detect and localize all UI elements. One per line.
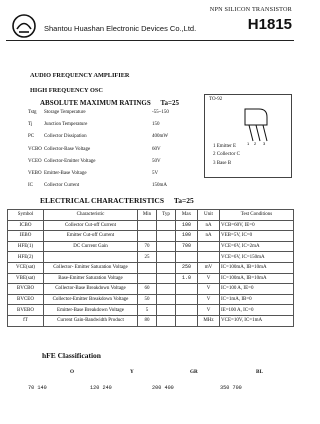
cell-min: [138, 273, 157, 284]
abs-max-param: Collector-Emitter Voltage: [44, 158, 96, 164]
application-line-2: HIGH FREQUENCY OSC: [30, 87, 103, 94]
cell-cond: VCE=6V, IC=150mA: [220, 252, 294, 263]
cell-symbol: HFE(2): [8, 252, 44, 263]
table-row: [8, 252, 294, 263]
cell-char: Current Gain-Bandwidth Product: [44, 315, 138, 326]
abs-max-symbol: Tstg: [28, 110, 37, 115]
cell-cond: IC=100mA, IB=10mA: [220, 273, 294, 284]
cell-symbol: ICBO: [8, 220, 44, 231]
cell-max: 250: [176, 262, 198, 273]
abs-max-row: [28, 147, 198, 157]
cell-symbol: BVCBO: [8, 284, 44, 295]
abs-max-condition: Ta=25: [160, 99, 179, 107]
abs-max-value: 60V: [152, 146, 161, 152]
hfe-class-range: 120 240: [90, 385, 112, 391]
cell-unit: V: [198, 305, 220, 316]
cell-typ: [157, 252, 176, 263]
column-header: Symbol: [8, 210, 44, 221]
column-header: Test Conditions: [220, 210, 294, 221]
hfe-class-name: O: [70, 369, 75, 375]
abs-max-symbol: Tj: [28, 122, 33, 128]
hfe-classification-title: hFE Classification: [42, 351, 101, 360]
pin-1: 1 Emitter E: [213, 144, 237, 149]
cell-min: 5: [138, 305, 157, 316]
cell-symbol: VCE(sat): [8, 262, 44, 273]
abs-max-value: 50V: [152, 158, 161, 164]
application-line-1: AUDIO FREQUENCY AMPLIFIER: [30, 72, 130, 79]
cell-cond: IE=100 A, IC=0: [220, 305, 294, 316]
abs-max-param: Storage Temperature: [44, 110, 86, 115]
cell-min: [138, 220, 157, 231]
cell-max: 700: [176, 241, 198, 252]
abs-max-param: Collector Dissipation: [44, 134, 87, 140]
package-diagram: [204, 94, 292, 178]
cell-cond: VCE=10V, IC=1mA: [220, 315, 294, 326]
abs-max-symbol: PC: [28, 134, 35, 140]
cell-max: [176, 284, 198, 295]
hfe-class-range: 200 400: [152, 385, 174, 391]
cell-unit: nA: [198, 231, 220, 242]
column-header: Max: [176, 210, 198, 221]
hfe-class-name: GR: [190, 369, 198, 375]
table-row: [8, 315, 294, 326]
hfe-class-name: BL: [256, 369, 263, 375]
abs-max-value: 150mA: [152, 183, 167, 189]
ec-title: [40, 196, 194, 205]
cell-max: 100: [176, 220, 198, 231]
svg-text:2: 2: [254, 141, 257, 145]
abs-max-row: [28, 159, 198, 169]
cell-typ: [157, 315, 176, 326]
table-row: [8, 241, 294, 252]
cell-typ: [157, 231, 176, 242]
cell-cond: IC=100mA, IB=10mA: [220, 262, 294, 273]
cell-cond: VCE=6V, IC=2mA: [220, 241, 294, 252]
cell-min: 50: [138, 294, 157, 305]
abs-max-param: Junction Temperature: [44, 122, 88, 128]
cell-cond: VCB=60V, IE=0: [220, 220, 294, 231]
cell-symbol: fT: [8, 315, 44, 326]
cell-min: 60: [138, 284, 157, 295]
cell-char: Collector-Base Breakdown Voltage: [44, 284, 138, 295]
abs-max-param: Collector Current: [44, 183, 80, 189]
table-row: [8, 231, 294, 242]
column-header: Characteristic: [44, 210, 138, 221]
cell-typ: [157, 305, 176, 316]
cell-min: 25: [138, 252, 157, 263]
cell-typ: [157, 262, 176, 273]
abs-max-heading: ABSOLUTE MAXIMUM RATINGS: [40, 99, 151, 107]
cell-unit: V: [198, 294, 220, 305]
cell-unit: MHz: [198, 315, 220, 326]
abs-max-symbol: VEBO: [28, 171, 42, 176]
cell-symbol: VBE(sat): [8, 273, 44, 284]
abs-max-symbol: IC: [28, 183, 33, 189]
hfe-class-names: [0, 369, 300, 379]
hfe-class-name: Y: [130, 369, 134, 375]
column-header: Min: [138, 210, 157, 221]
cell-char: Collector- Emitter Saturation Voltage: [44, 262, 138, 273]
cell-min: 70: [138, 241, 157, 252]
transistor-type-label: NPN SILICON TRANSISTOR: [209, 6, 292, 13]
cell-min: [138, 231, 157, 242]
cell-min: 80: [138, 315, 157, 326]
package-label: TO-92: [209, 97, 223, 102]
cell-max: 100: [176, 231, 198, 242]
abs-max-row: [28, 134, 198, 144]
cell-max: [176, 294, 198, 305]
cell-min: [138, 262, 157, 273]
cell-cond: VEB=5V, IC=0: [220, 231, 294, 242]
cell-symbol: HFE(1): [8, 241, 44, 252]
table-header-row: [8, 210, 294, 221]
huashan-logo-icon: [12, 14, 36, 38]
abs-max-symbol: VCBO: [28, 146, 42, 152]
cell-symbol: BVCEO: [8, 294, 44, 305]
cell-typ: [157, 294, 176, 305]
hfe-class-range: 70 140: [28, 385, 47, 391]
cell-max: 1.0: [176, 273, 198, 284]
svg-text:3: 3: [263, 141, 266, 145]
cell-char: Collector Cut-off Current: [44, 220, 138, 231]
cell-unit: mV: [198, 262, 220, 273]
abs-max-param: Emitter-Base Voltage: [44, 171, 87, 176]
cell-typ: [157, 241, 176, 252]
cell-char: Base-Emitter Saturation Voltage: [44, 273, 138, 284]
cell-char: Emitter Cut-off Current: [44, 231, 138, 242]
abs-max-row: [28, 122, 198, 132]
svg-text:1: 1: [247, 141, 250, 145]
abs-max-value: -55~150: [152, 110, 169, 115]
cell-unit: nA: [198, 220, 220, 231]
cell-unit: V: [198, 284, 220, 295]
header-divider: [6, 40, 294, 41]
ec-heading: ELECTRICAL CHARACTERISTICS: [40, 196, 164, 205]
cell-char: Collector-Emitter Breakdown Voltage: [44, 294, 138, 305]
company-name: Shantou Huashan Electronic Devices Co.,Ltd.: [44, 24, 197, 33]
table-row: [8, 294, 294, 305]
cell-unit: [198, 241, 220, 252]
abs-max-row: [28, 110, 198, 120]
cell-unit: V: [198, 273, 220, 284]
table-row: [8, 220, 294, 231]
table-row: [8, 284, 294, 295]
cell-cond: IC=1mA, IB=0: [220, 294, 294, 305]
column-header: Typ: [157, 210, 176, 221]
cell-unit: [198, 252, 220, 263]
table-row: [8, 305, 294, 316]
cell-symbol: BVEBO: [8, 305, 44, 316]
cell-char: Emitter-Base Breakdown Voltage: [44, 305, 138, 316]
cell-typ: [157, 273, 176, 284]
abs-max-value: 400mW: [152, 134, 169, 140]
cell-symbol: IEBO: [8, 231, 44, 242]
ec-condition: Ta=25: [173, 196, 194, 205]
part-number: H1815: [247, 16, 292, 33]
abs-max-row: [28, 183, 198, 193]
cell-cond: IC=100 A, IE=0: [220, 284, 294, 295]
abs-max-value: 5V: [152, 171, 159, 176]
to92-package-icon: [239, 105, 279, 150]
hfe-class-ranges: [0, 385, 300, 395]
abs-max-row: [28, 171, 198, 181]
cell-char: DC Current Gain: [44, 241, 138, 252]
electrical-characteristics-table: [7, 209, 294, 327]
table-row: [8, 273, 294, 284]
pin-2: 2 Collector C: [213, 152, 240, 158]
column-header: Unit: [198, 210, 220, 221]
abs-max-title: [40, 99, 179, 107]
cell-char: [44, 252, 138, 263]
pin-list: [213, 143, 240, 168]
cell-max: [176, 315, 198, 326]
abs-max-symbol: VCEO: [28, 158, 42, 164]
pin-3: 3 Base B: [213, 160, 232, 166]
cell-max: [176, 305, 198, 316]
hfe-class-range: 350 700: [220, 385, 242, 391]
abs-max-value: 150: [152, 122, 160, 128]
cell-typ: [157, 284, 176, 295]
abs-max-param: Collector-Base Voltage: [44, 146, 91, 152]
cell-max: [176, 252, 198, 263]
table-row: [8, 262, 294, 273]
cell-typ: [157, 220, 176, 231]
